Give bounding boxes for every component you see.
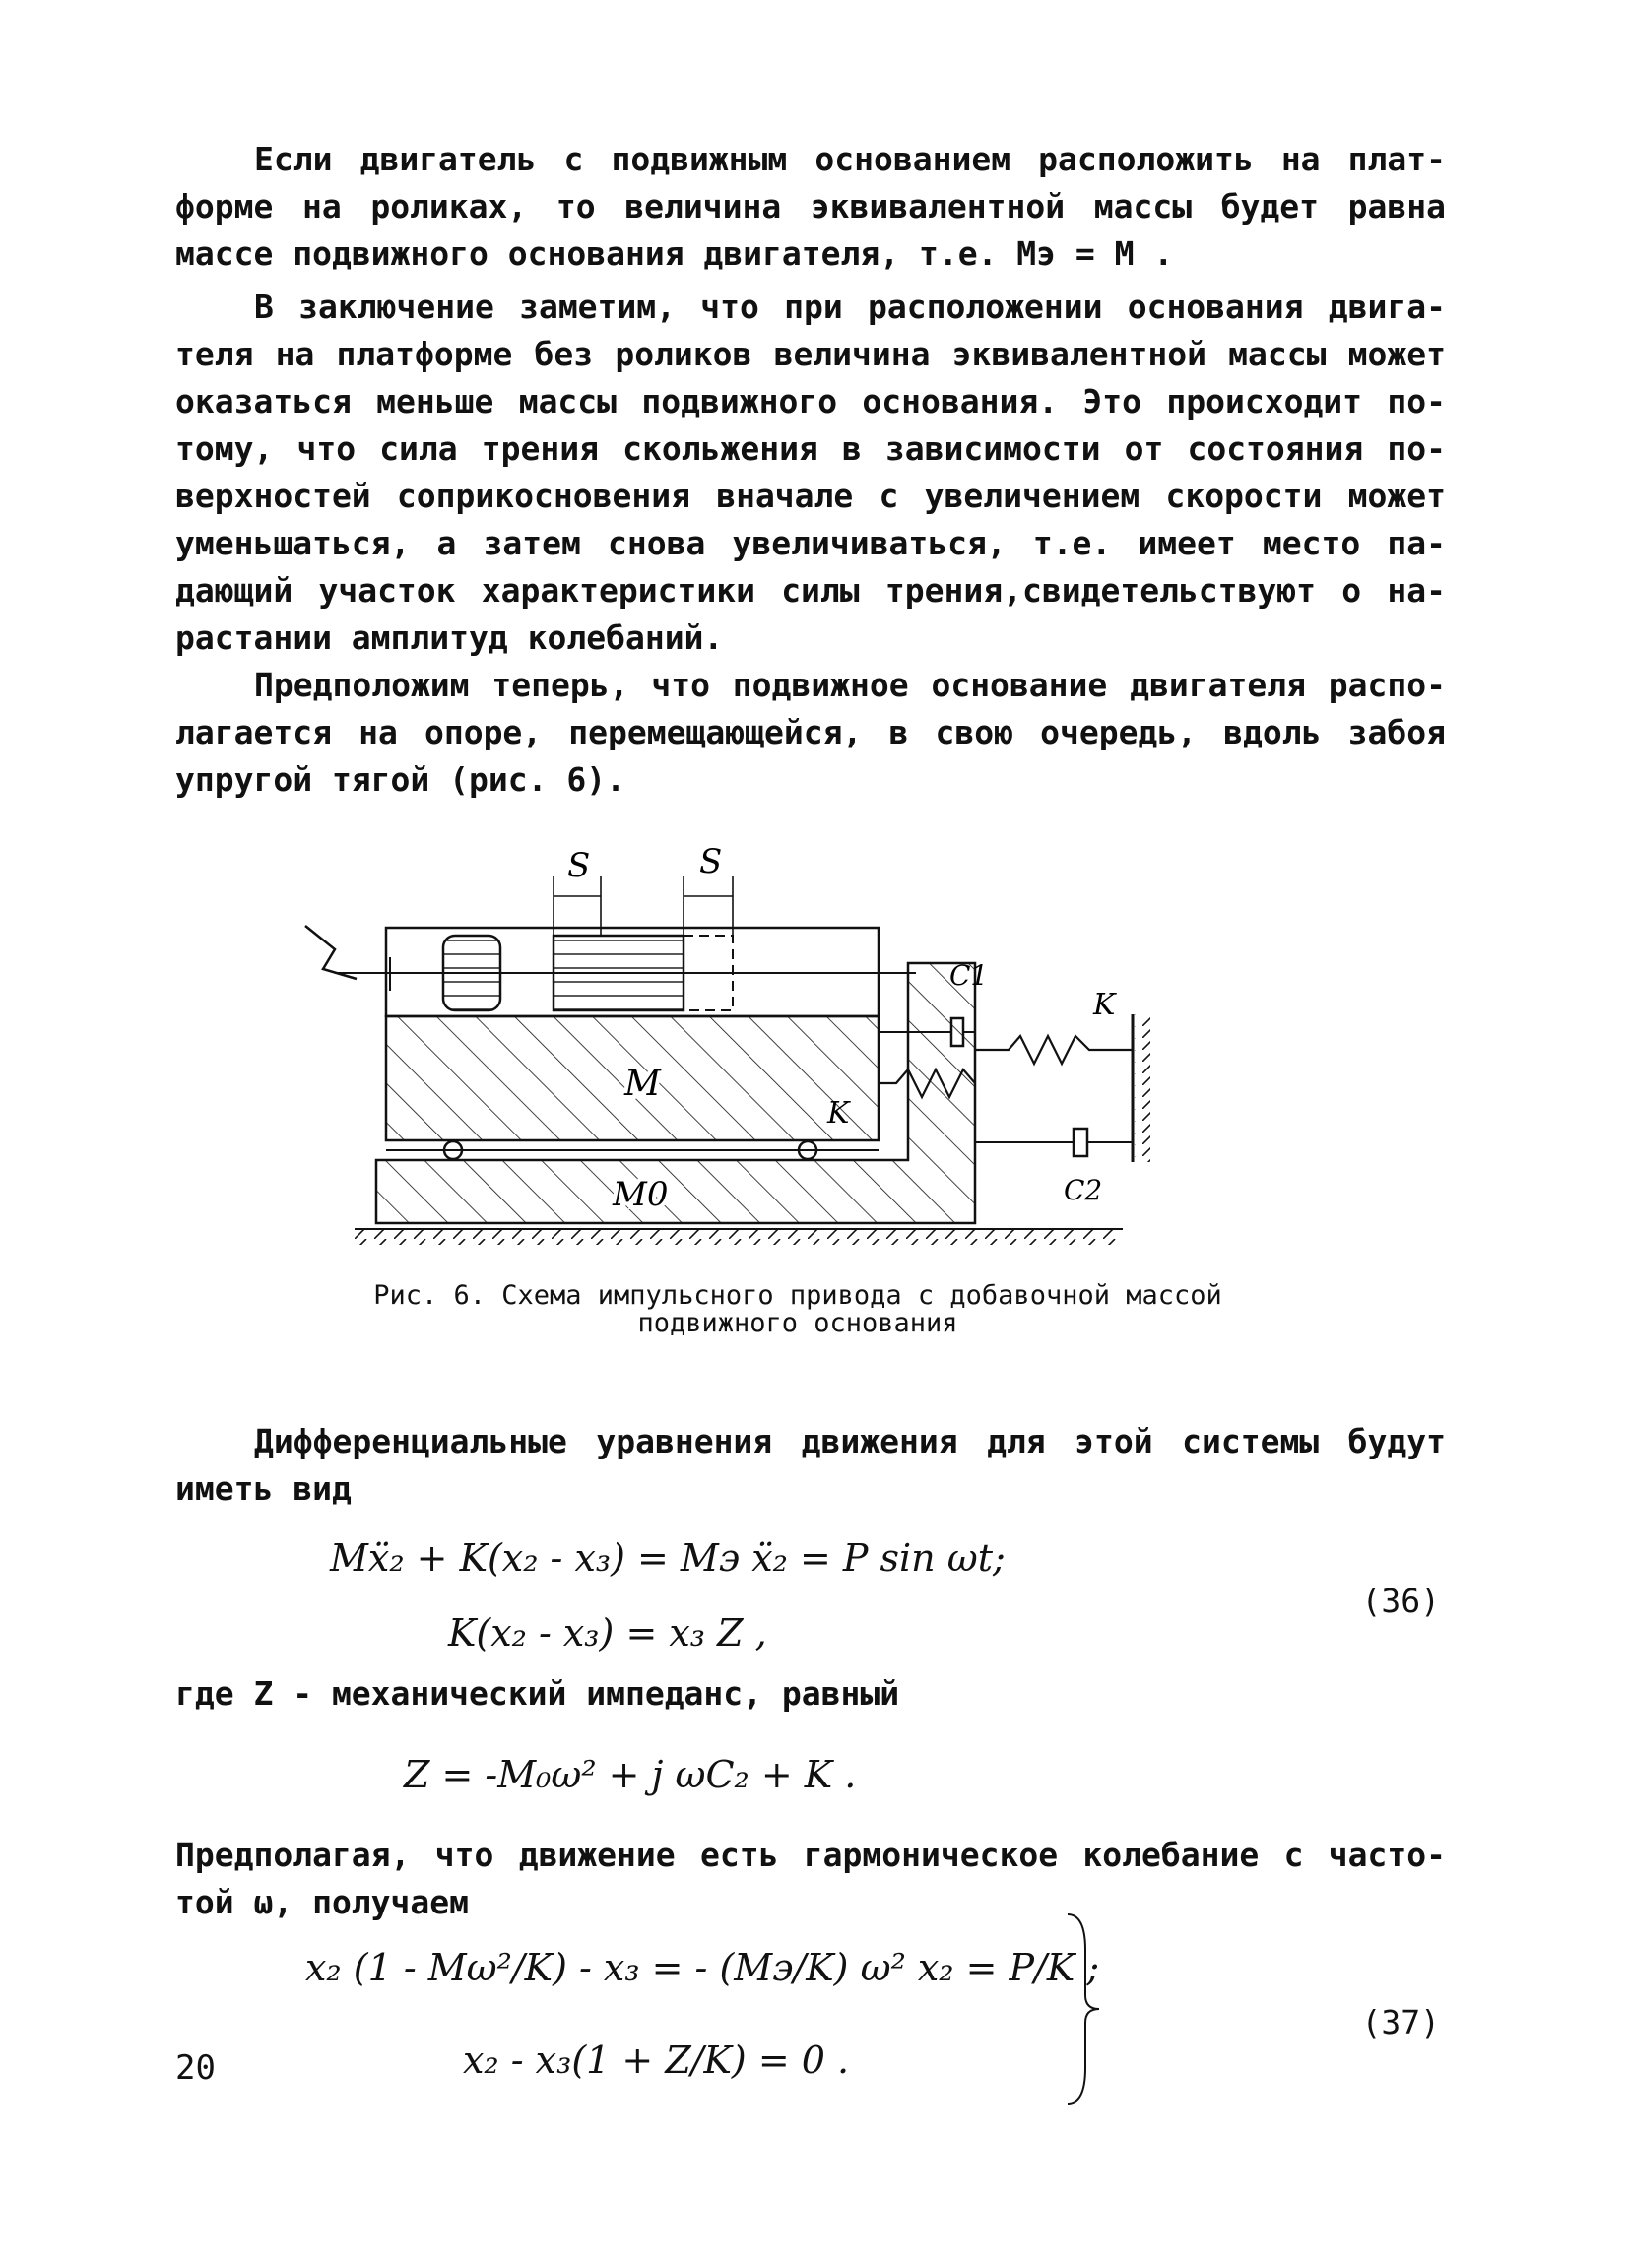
text-line: тому, что сила трения скольжения в зависимости от состояния по- (175, 429, 1446, 468)
arrow-icon (305, 926, 357, 979)
equation-37-line-2: x₂ - x₃(1 + Z/K) = 0 . (463, 2039, 850, 2082)
text-line: Если двигатель с подвижным основанием расположить на плат- (254, 140, 1446, 178)
label-m: M (624, 1064, 661, 1104)
equation-36-line-2: K(x₂ - x₃) = x₃ Z , (448, 1611, 767, 1654)
text-line: растании амплитуд колебаний. (175, 618, 724, 657)
text-line: Дифференциальные уравнения движения для этой системы будут (254, 1422, 1446, 1460)
figure-caption (325, 1282, 1271, 1337)
label-c2: C2 (1064, 1174, 1103, 1206)
text-line: оказаться меньше массы подвижного основания. Это происходит по- (175, 382, 1446, 421)
text-line: той ω, получаем (175, 1883, 470, 1921)
label-k2: K (1093, 988, 1116, 1022)
text-line: лагается на опоре, перемещающейся, в свою очередь, вдоль забоя (175, 713, 1446, 751)
ground-hatch (355, 1229, 1123, 1245)
equation-number-37: (37) (1361, 2003, 1440, 2041)
caption-line-1: Рис. 6. Схема импульсного привода с добавочной массой (373, 1280, 1222, 1311)
paragraph-1 (175, 136, 1446, 278)
text-line: верхностей соприкосновения вначале с увеличением скорости может (175, 477, 1446, 515)
text-line: Предполагая, что движение есть гармоническое колебание с часто- (175, 1836, 1446, 1874)
brace-icon (1064, 1911, 1103, 2107)
label-s1: S (567, 846, 591, 885)
equation-z-definition: Z = -M₀ω² + j ωC₂ + K . (404, 1753, 857, 1796)
damper-c2 (1074, 1129, 1087, 1156)
equation-number-36: (36) (1361, 1582, 1440, 1620)
text-line: массе подвижного основания двигателя, т.е. Мэ = М . (175, 234, 1174, 273)
figure-6-diagram (295, 837, 1221, 1261)
caption-line-2: подвижного основания (637, 1308, 958, 1338)
paragraph-3 (175, 662, 1446, 804)
label-k1: K (827, 1096, 850, 1131)
text-line: упругой тягой (рис. 6). (175, 760, 625, 799)
text-line: теля на платформе без роликов величина эквивалентной массы может (175, 335, 1446, 373)
paragraph-4 (175, 1418, 1446, 1513)
text-line: Предположим теперь, что подвижное основание двигателя распо- (254, 666, 1446, 704)
paragraph-6 (175, 1832, 1446, 1926)
text-line: форме на роликах, то величина эквивалентной массы будет равна (175, 187, 1446, 226)
page-number: 20 (175, 2048, 216, 2088)
equation-37-line-1: x₂ (1 - Mω²/K) - x₃ = - (Mэ/K) ω² x₂ = P/K ; (305, 1946, 1100, 1989)
text-line: где Z - механический импеданс, равный (175, 1674, 900, 1713)
text-line: дающий участок характеристики силы трения,свидетельствуют о на- (175, 571, 1446, 610)
label-c1: C1 (949, 959, 989, 992)
paragraph-5 (175, 1670, 1446, 1717)
paragraph-2 (175, 284, 1446, 662)
label-s2: S (699, 842, 723, 881)
text-line: уменьшаться, а затем снова увеличиваться, т.е. имеет место па- (175, 524, 1446, 562)
text-line: иметь вид (175, 1469, 352, 1508)
equation-36-line-1: Mẍ₂ + K(x₂ - x₃) = Mэ ẍ₂ = P sin ωt; (330, 1536, 1006, 1580)
label-m0: M0 (613, 1175, 669, 1214)
spring-k2 (975, 1036, 1133, 1064)
text-line: В заключение заметим, что при расположении основания двига- (254, 288, 1446, 326)
